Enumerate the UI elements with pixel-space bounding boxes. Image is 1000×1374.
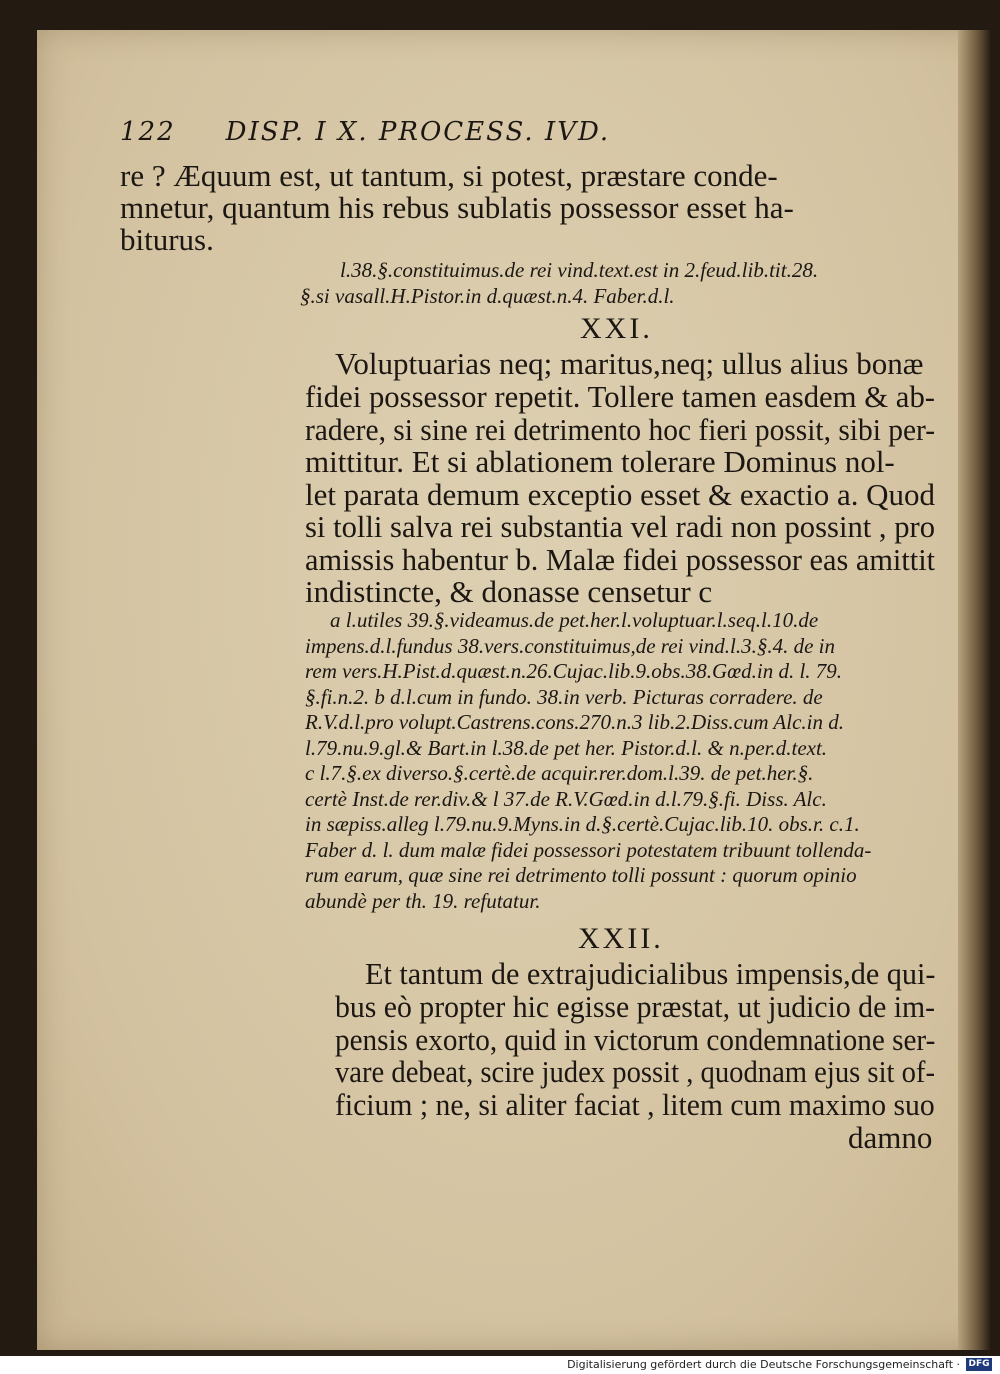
body-line: Et tantum de extrajudicialibus impensis,de qui- xyxy=(365,956,936,991)
body-line: mnetur, quantum his rebus sublatis possessor esset ha- xyxy=(120,190,794,225)
footnote-line: abundè per th. 19. refutatur. xyxy=(305,889,541,913)
body-line: biturus. xyxy=(120,222,214,257)
footnote-line: rum earum, quæ sine rei detrimento tolli possunt : quorum opinio xyxy=(305,863,857,887)
footnote-line: l.38.§.constituimus.de rei vind.text.est in 2.feud.lib.tit.28. xyxy=(340,258,819,282)
footnote-line: Faber d. l. dum malæ fidei possessori potestatem tribuunt tollenda- xyxy=(305,838,872,862)
dfg-logo: DFG xyxy=(966,1358,992,1371)
footer-credit: Digitalisierung gefördert durch die Deutsche Forschungsgemeinschaft · xyxy=(567,1358,960,1371)
body-line: si tolli salva rei substantia vel radi non possint , pro xyxy=(305,509,936,544)
catchword: damno xyxy=(848,1120,933,1155)
footer-bar xyxy=(0,1356,1000,1374)
body-line: amissis habentur b. Malæ fidei possessor eas amittit xyxy=(305,542,936,577)
body-line: radere, si sine rei detrimento hoc fieri possit, sibi per- xyxy=(305,412,936,447)
section-heading-21: XXI. xyxy=(580,312,653,345)
body-line: let parata demum exceptio esset & exactio a. Quod xyxy=(305,477,935,512)
page-gutter xyxy=(958,30,990,1350)
footnote-line: certè Inst.de rer.div.& l 37.de R.V.Gœd.in d.l.79.§.fi. Diss. Alc. xyxy=(305,787,827,811)
footnote-line: impens.d.l.fundus 38.vers.constituimus,de rei vind.l.3.§.4. de in xyxy=(305,634,836,658)
section-heading-22: XXII. xyxy=(578,922,664,955)
body-line: re ? Æquum est, ut tantum, si potest, præstare conde- xyxy=(120,158,778,193)
body-line: bus eò propter hic egisse præstat, ut judicio de im- xyxy=(335,989,936,1024)
body-line: pensis exorto, quid in victorum condemnatione ser- xyxy=(335,1022,936,1057)
body-line: mittitur. Et si ablationem tolerare Dominus nol- xyxy=(305,444,895,479)
running-head xyxy=(120,117,610,147)
footnote-line: §.fi.n.2. b d.l.cum in fundo. 38.in verb. Picturas corradere. de xyxy=(305,685,823,709)
body-line: vare debeat, scire judex possit , quodnam ejus sit of- xyxy=(335,1054,936,1089)
footnote-line: a l.utiles 39.§.videamus.de pet.her.l.voluptuar.l.seq.l.10.de xyxy=(330,608,819,632)
body-line: indistincte, & donasse censetur c xyxy=(305,574,713,609)
footnote-line: c l.7.§.ex diverso.§.certè.de acquir.rer.dom.l.39. de pet.her.§. xyxy=(305,761,814,785)
body-line: Voluptuarias neq; maritus,neq; ullus alius bonæ xyxy=(335,346,924,381)
page-number: 122 xyxy=(120,117,176,147)
footnote-line: §.si vasall.H.Pistor.in d.quæst.n.4. Faber.d.l. xyxy=(300,284,675,308)
body-line: ficium ; ne, si aliter faciat , litem cum maximo suo xyxy=(335,1087,935,1122)
body-line: fidei possessor repetit. Tollere tamen easdem & ab- xyxy=(305,379,936,414)
footnote-line: in sæpiss.alleg l.79.nu.9.Myns.in d.§.certè.Cujac.lib.10. obs.r. c.1. xyxy=(305,812,860,836)
footnote-line: rem vers.H.Pist.d.quæst.n.26.Cujac.lib.9.obs.38.Gœd.in d. l. 79. xyxy=(305,659,843,683)
footnote-line: R.V.d.l.pro volupt.Castrens.cons.270.n.3 lib.2.Diss.cum Alc.in d. xyxy=(305,710,844,734)
footnote-line: l.79.nu.9.gl.& Bart.in l.38.de pet her. Pistor.d.l. & n.per.d.text. xyxy=(305,736,828,760)
running-head-title: DISP. I X. PROCESS. IVD. xyxy=(225,117,611,147)
